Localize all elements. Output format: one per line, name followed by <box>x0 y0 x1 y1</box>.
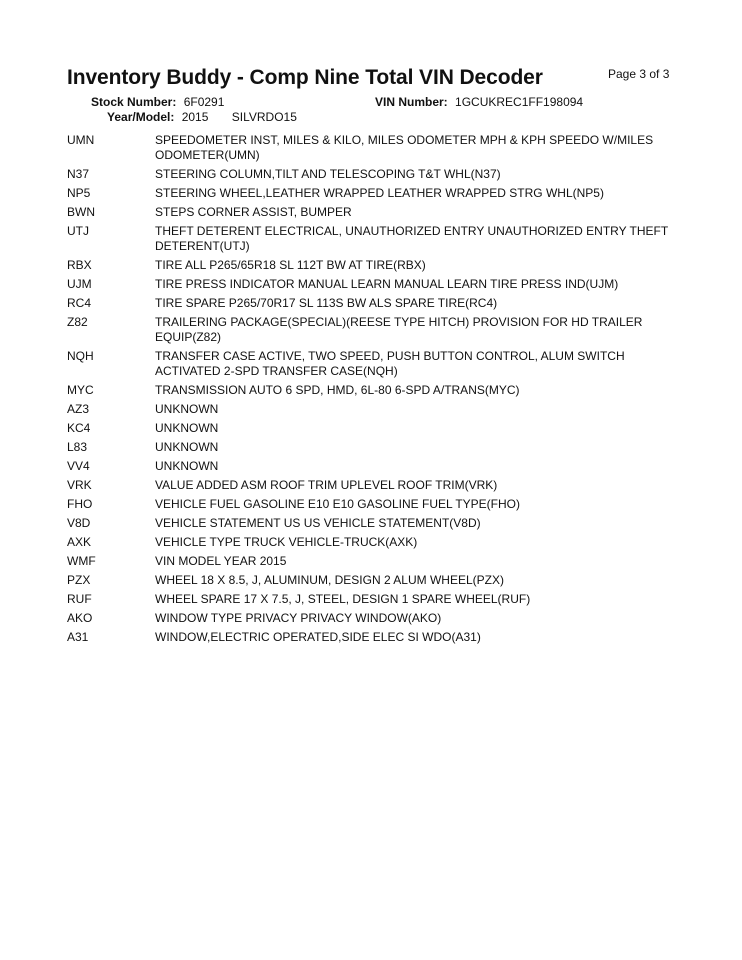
model-value: SILVRDO15 <box>231 110 297 124</box>
option-description: TRAILERING PACKAGE(SPECIAL)(REESE TYPE HITCH) PROVISION FOR HD TRAILER EQUIP(Z82) <box>155 315 643 344</box>
option-row <box>67 497 687 512</box>
option-description: STEERING WHEEL,LEATHER WRAPPED LEATHER WRAPPED STRG WHL(NP5) <box>155 186 604 200</box>
option-row <box>67 383 687 398</box>
stock-number-value: 6F0291 <box>183 95 225 109</box>
option-code: V8D <box>67 516 91 530</box>
option-code: RUF <box>67 592 92 606</box>
vin-number-value: 1GCUKREC1FF198094 <box>455 95 584 109</box>
option-code: RC4 <box>67 296 92 310</box>
option-description: TIRE SPARE P265/70R17 SL 113S BW ALS SPARE TIRE(RC4) <box>155 296 498 310</box>
option-row <box>67 421 687 436</box>
option-row <box>67 315 687 345</box>
option-code: AZ3 <box>67 402 90 416</box>
option-code: AXK <box>67 535 92 549</box>
option-code-list <box>67 133 687 649</box>
option-code: KC4 <box>67 421 91 435</box>
option-row <box>67 573 687 588</box>
option-code: UJM <box>67 277 92 291</box>
option-description: SPEEDOMETER INST, MILES & KILO, MILES ODOMETER MPH & KPH SPEEDO W/MILES ODOMETER(UMN) <box>155 133 654 162</box>
option-row <box>67 611 687 626</box>
option-row <box>67 258 687 273</box>
option-row <box>67 277 687 292</box>
option-description: STEPS CORNER ASSIST, BUMPER <box>155 205 352 219</box>
option-description: TIRE ALL P265/65R18 SL 112T BW AT TIRE(RBX) <box>155 258 426 272</box>
option-code: PZX <box>67 573 91 587</box>
stock-number <box>91 95 224 109</box>
option-description: VEHICLE STATEMENT US US VEHICLE STATEMENT(V8D) <box>155 516 481 530</box>
option-row <box>67 516 687 531</box>
option-code: BWN <box>67 205 95 219</box>
option-description: UNKNOWN <box>155 459 219 473</box>
option-row <box>67 592 687 607</box>
option-code: VV4 <box>67 459 90 473</box>
option-code: A31 <box>67 630 89 644</box>
option-description: TRANSMISSION AUTO 6 SPD, HMD, 6L-80 6-SPD A/TRANS(MYC) <box>155 383 520 397</box>
option-row <box>67 630 687 645</box>
option-description: TIRE PRESS INDICATOR MANUAL LEARN MANUAL LEARN TIRE PRESS IND(UJM) <box>155 277 619 291</box>
option-description: VEHICLE FUEL GASOLINE E10 E10 GASOLINE FUEL TYPE(FHO) <box>155 497 521 511</box>
page-title: Inventory Buddy - Comp Nine Total VIN Decoder <box>67 66 543 89</box>
option-row <box>67 186 687 201</box>
option-row <box>67 535 687 550</box>
option-description: UNKNOWN <box>155 440 219 454</box>
option-row <box>67 459 687 474</box>
option-description: VALUE ADDED ASM ROOF TRIM UPLEVEL ROOF TRIM(VRK) <box>155 478 498 492</box>
option-description: VIN MODEL YEAR 2015 <box>155 554 287 568</box>
option-code: Z82 <box>67 315 88 329</box>
option-row <box>67 296 687 311</box>
option-description: THEFT DETERENT ELECTRICAL, UNAUTHORIZED ENTRY UNAUTHORIZED ENTRY THEFT DETERENT(UTJ) <box>155 224 668 253</box>
option-row <box>67 205 687 220</box>
vin-number <box>375 95 583 109</box>
option-row <box>67 440 687 455</box>
option-code: WMF <box>67 554 96 568</box>
option-description: VEHICLE TYPE TRUCK VEHICLE-TRUCK(AXK) <box>155 535 418 549</box>
year-model <box>107 110 297 124</box>
option-code: NP5 <box>67 186 91 200</box>
option-code: RBX <box>67 258 92 272</box>
stock-number-label: Stock Number: <box>91 95 177 109</box>
year-model-label: Year/Model: <box>107 110 175 124</box>
option-code: UMN <box>67 133 95 147</box>
option-code: N37 <box>67 167 90 181</box>
option-row <box>67 554 687 569</box>
option-row <box>67 133 687 163</box>
option-description: WHEEL 18 X 8.5, J, ALUMINUM, DESIGN 2 ALUM WHEEL(PZX) <box>155 573 504 587</box>
option-code: MYC <box>67 383 94 397</box>
option-row <box>67 224 687 254</box>
option-code: NQH <box>67 349 94 363</box>
option-description: UNKNOWN <box>155 421 219 435</box>
option-description: WINDOW TYPE PRIVACY PRIVACY WINDOW(AKO) <box>155 611 442 625</box>
option-description: WINDOW,ELECTRIC OPERATED,SIDE ELEC SI WDO(A31) <box>155 630 481 644</box>
option-code: FHO <box>67 497 93 511</box>
option-row <box>67 349 687 379</box>
option-row <box>67 402 687 417</box>
page-number: Page 3 of 3 <box>608 67 670 81</box>
option-description: TRANSFER CASE ACTIVE, TWO SPEED, PUSH BUTTON CONTROL, ALUM SWITCH ACTIVATED 2-SPD TRANSFER CASE(NQH) <box>155 349 625 378</box>
option-row <box>67 478 687 493</box>
option-description: STEERING COLUMN,TILT AND TELESCOPING T&T WHL(N37) <box>155 167 501 181</box>
option-code: AKO <box>67 611 93 625</box>
option-row <box>67 167 687 182</box>
option-code: UTJ <box>67 224 89 238</box>
vin-number-label: VIN Number: <box>375 95 448 109</box>
option-code: L83 <box>67 440 88 454</box>
option-description: WHEEL SPARE 17 X 7.5, J, STEEL, DESIGN 1 SPARE WHEEL(RUF) <box>155 592 531 606</box>
year-value: 2015 <box>181 110 209 124</box>
option-description: UNKNOWN <box>155 402 219 416</box>
option-code: VRK <box>67 478 92 492</box>
